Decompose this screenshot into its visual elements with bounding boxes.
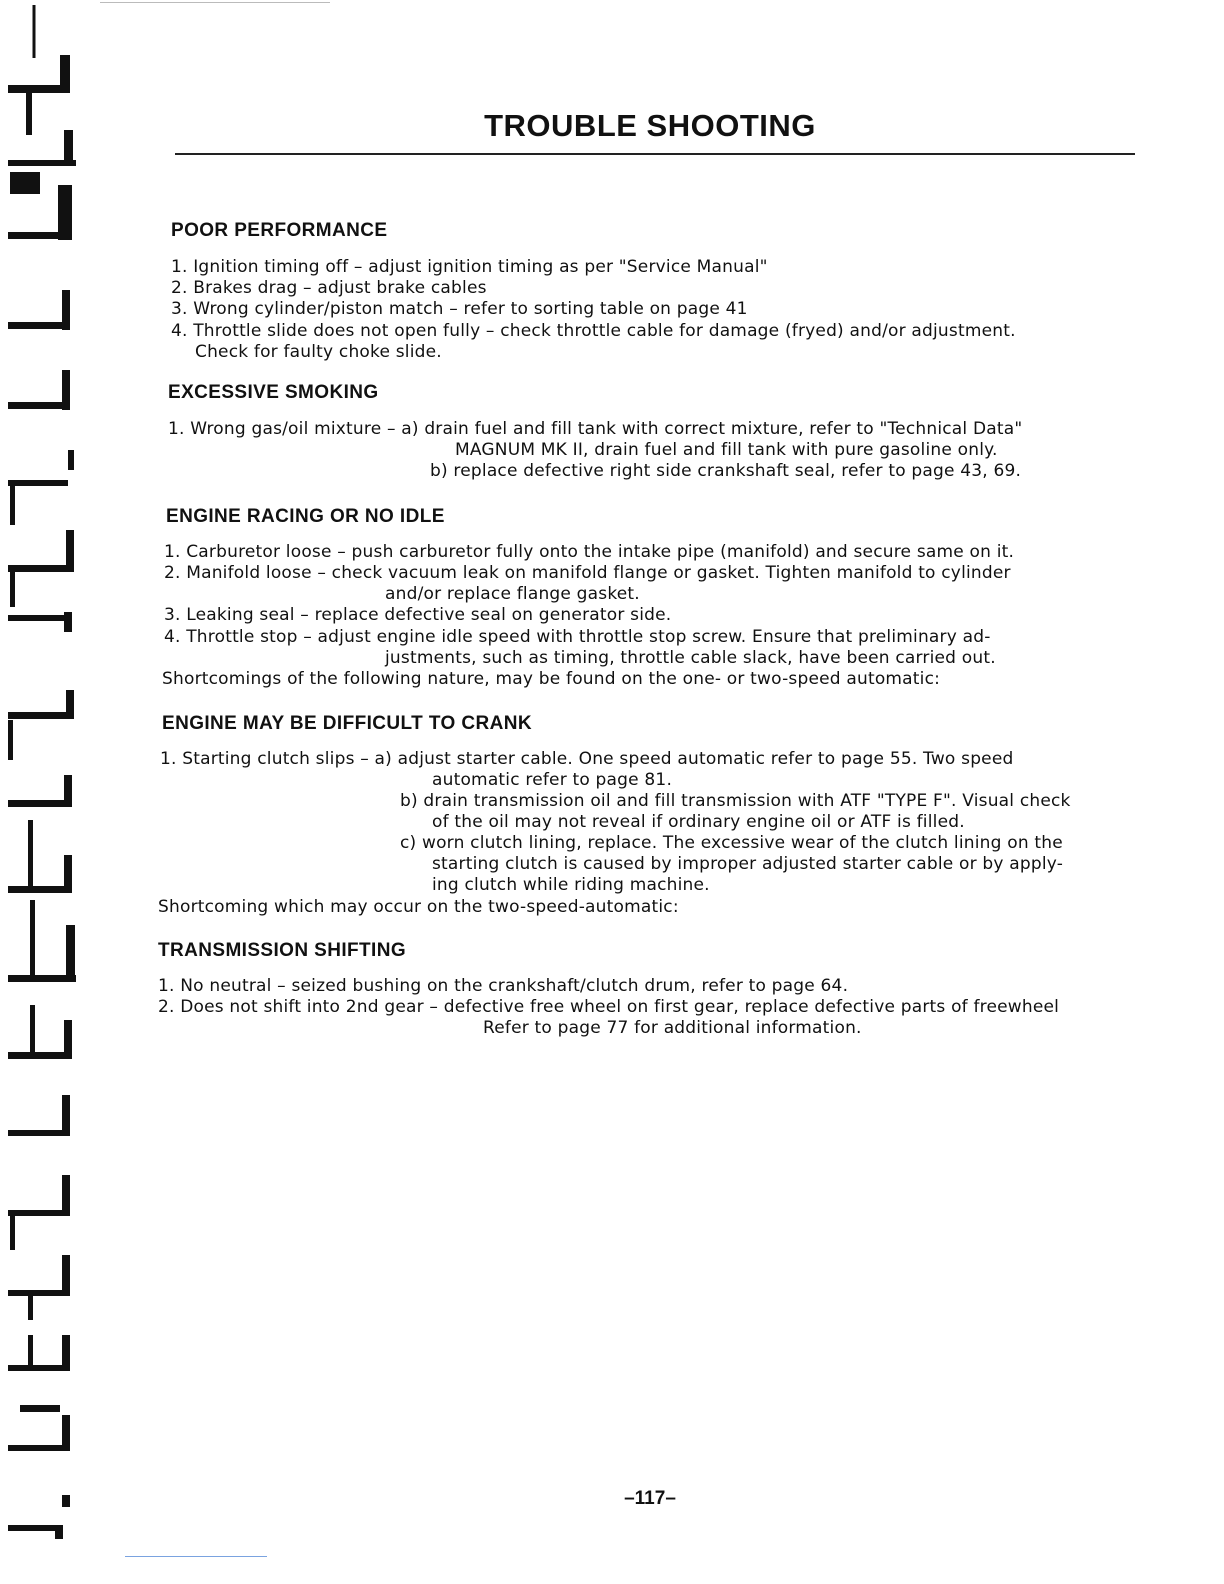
index-tab-mark (8, 1405, 70, 1451)
text-line: 4. Throttle slide does not open fully – check throttle cable for damage (fryed) and/or adjustment. (171, 321, 1016, 341)
index-tab-mark (8, 1255, 70, 1320)
section-heading-excessive-smoking: EXCESSIVE SMOKING (168, 382, 379, 403)
tab-index-margin (0, 0, 95, 1584)
index-tab-mark (8, 1335, 70, 1371)
text-line: 1. Wrong gas/oil mixture – a) drain fuel and fill tank with correct mixture, refer to "Technical Data" (168, 419, 1023, 439)
text-line: starting clutch is caused by improper adjusted starter cable or by apply- (432, 854, 1064, 874)
text-line: 1. Ignition timing off – adjust ignition timing as per "Service Manual" (171, 257, 768, 277)
text-line: c) worn clutch lining, replace. The excessive wear of the clutch lining on the (400, 833, 1063, 853)
index-tab-mark (8, 690, 74, 760)
index-tab-mark (8, 290, 70, 330)
index-tab-mark (8, 1005, 72, 1059)
index-tab-mark (8, 900, 76, 982)
title-divider (175, 153, 1135, 155)
footer-rule (125, 1556, 267, 1557)
index-tab-mark (8, 612, 72, 632)
page-title: TROUBLE SHOOTING (484, 108, 816, 143)
text-line: b) drain transmission oil and fill transmission with ATF "TYPE F". Visual check (400, 791, 1071, 811)
section-heading-engine-racing: ENGINE RACING OR NO IDLE (166, 506, 445, 527)
section-heading-poor-performance: POOR PERFORMANCE (171, 220, 388, 241)
text-line: 2. Manifold loose – check vacuum leak on manifold flange or gasket. Tighten manifold to cylinder (164, 563, 1011, 583)
index-tab-mark (8, 775, 72, 807)
text-line: ing clutch while riding machine. (432, 875, 710, 895)
text-line: 1. Carburetor loose – push carburetor fully onto the intake pipe (manifold) and secure same on it. (164, 542, 1015, 562)
text-line: 3. Wrong cylinder/piston match – refer to sorting table on page 41 (171, 299, 748, 319)
text-line: 1. Starting clutch slips – a) adjust starter cable. One speed automatic refer to page 55. Two speed (160, 749, 1014, 769)
text-line: 2. Does not shift into 2nd gear – defective free wheel on first gear, replace defective parts of freewheel (158, 997, 1060, 1017)
text-line: 3. Leaking seal – replace defective seal on generator side. (164, 605, 672, 625)
text-line: b) replace defective right side crankshaft seal, refer to page 43, 69. (430, 461, 1022, 481)
index-tab-mark (8, 820, 72, 893)
index-tab-mark (8, 530, 74, 607)
text-line: Shortcomings of the following nature, may be found on the one- or two-speed automatic: (162, 669, 941, 689)
text-line: 4. Throttle stop – adjust engine idle speed with throttle stop screw. Ensure that preliminary ad- (164, 627, 991, 647)
text-line: 2. Brakes drag – adjust brake cables (171, 278, 487, 298)
index-tab-mark (8, 130, 76, 240)
page-number: –117– (624, 1488, 676, 1509)
index-tab-mark (8, 1175, 70, 1250)
text-line: and/or replace flange gasket. (385, 584, 640, 604)
scan-edge-line (100, 2, 330, 3)
text-line: Refer to page 77 for additional information. (483, 1018, 862, 1038)
text-line: MAGNUM MK II, drain fuel and fill tank with pure gasoline only. (455, 440, 998, 460)
text-line: justments, such as timing, throttle cable slack, have been carried out. (385, 648, 996, 668)
text-line: automatic refer to page 81. (432, 770, 673, 790)
index-tab-mark (8, 450, 74, 525)
section-heading-difficult-to-crank: ENGINE MAY BE DIFFICULT TO CRANK (162, 713, 532, 734)
index-tab-mark (8, 1095, 70, 1136)
text-line: of the oil may not reveal if ordinary engine oil or ATF is filled. (432, 812, 965, 832)
text-line: Check for faulty choke slide. (195, 342, 442, 362)
text-line: 1. No neutral – seized bushing on the crankshaft/clutch drum, refer to page 64. (158, 976, 849, 996)
text-line: Shortcoming which may occur on the two-speed-automatic: (158, 897, 679, 917)
section-heading-transmission-shifting: TRANSMISSION SHIFTING (158, 940, 407, 961)
index-tab-mark (8, 370, 70, 410)
